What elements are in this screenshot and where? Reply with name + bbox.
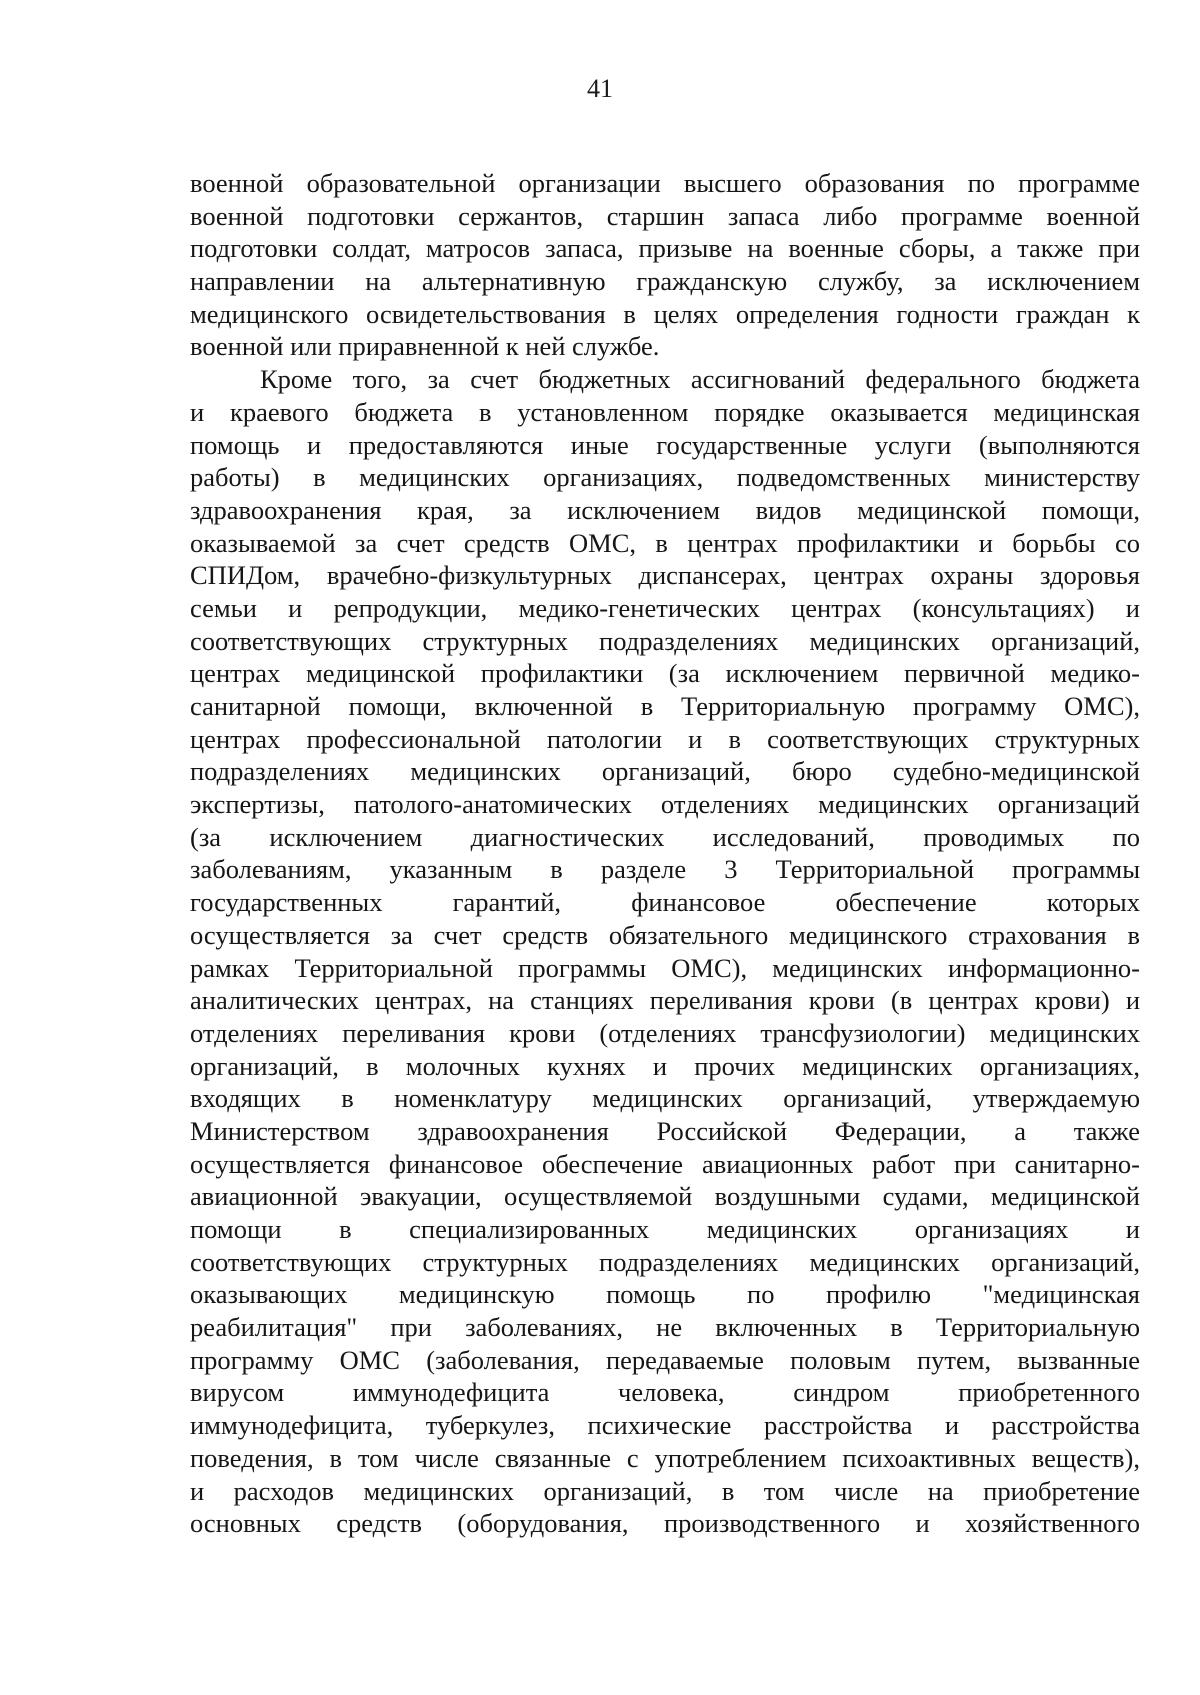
- text-line: соответствующих структурных подразделениях медицинских организаций,: [190, 625, 1140, 656]
- text-line: экспертизы, патолого-анатомических отделениях медицинских организаций: [190, 789, 1140, 820]
- document-body: [190, 167, 1140, 1540]
- text-line: осуществляется финансовое обеспечение авиационных работ при санитарно-: [190, 1148, 1140, 1179]
- text-line: соответствующих структурных подразделениях медицинских организаций,: [190, 1246, 1140, 1277]
- text-line: основных средств (оборудования, производственного и хозяйственного: [190, 1508, 1140, 1539]
- text-line: военной образовательной организации высшего образования по программе: [190, 168, 1140, 198]
- text-line: поведения, в том числе связанные с употреблением психоактивных веществ),: [190, 1442, 1140, 1473]
- text-line: оказывающих медицинскую помощь по профилю "медицинская: [190, 1279, 1140, 1310]
- text-line: здравоохранения края, за исключением видов медицинской помощи,: [190, 494, 1140, 525]
- text-line: работы) в медицинских организациях, подведомственных министерству: [190, 462, 1140, 493]
- text-line: отделениях переливания крови (отделениях трансфузиологии) медицинских: [190, 1017, 1140, 1048]
- text-line: санитарной помощи, включенной в Территориальную программу ОМС),: [190, 691, 1140, 721]
- text-line: подразделениях медицинских организаций, бюро судебно-медицинской: [190, 756, 1140, 787]
- text-line: осуществляется за счет средств обязательного медицинского страхования в: [190, 919, 1140, 950]
- text-line: центрах медицинской профилактики (за исключением первичной медико-: [190, 658, 1140, 689]
- text-line: входящих в номенклатуру медицинских организаций, утверждаемую: [190, 1083, 1140, 1114]
- text-line: военной или приравненной к ней службе.: [190, 331, 660, 362]
- text-line: семьи и репродукции, медико-генетических центрах (консультациях) и: [190, 592, 1140, 623]
- paragraph-p1: [190, 167, 1140, 363]
- text-line: и краевого бюджета в установленном порядке оказывается медицинская: [190, 396, 1140, 427]
- text-line: программу ОМС (заболевания, передаваемые половым путем, вызванные: [190, 1344, 1140, 1375]
- text-line: помощи в специализированных медицинских организациях и: [190, 1214, 1140, 1244]
- text-line: реабилитация" при заболеваниях, не включенных в Территориальную: [190, 1312, 1140, 1343]
- text-line: СПИДом, врачебно-физкультурных диспансерах, центрах охраны здоровья: [190, 560, 1140, 591]
- text-line: заболеваниям, указанным в разделе 3 Территориальной программы: [190, 854, 1140, 885]
- text-line: оказываемой за счет средств ОМС, в центрах профилактики и борьбы со: [190, 527, 1140, 558]
- text-line: подготовки солдат, матросов запаса, призыве на военные сборы, а также при: [190, 233, 1140, 264]
- paragraph-p2: [190, 363, 1140, 1540]
- text-line: вирусом иммунодефицита человека, синдром приобретенного: [190, 1377, 1140, 1408]
- text-line: организаций, в молочных кухнях и прочих медицинских организациях,: [190, 1050, 1140, 1081]
- text-line: (за исключением диагностических исследований, проводимых по: [190, 821, 1140, 852]
- text-line: рамках Территориальной программы ОМС), медицинских информационно-: [190, 952, 1140, 983]
- text-line: помощь и предоставляются иные государственные услуги (выполняются: [190, 429, 1140, 460]
- text-line: авиационной эвакуации, осуществляемой воздушными судами, медицинской: [190, 1181, 1140, 1212]
- text-line: военной подготовки сержантов, старшин запаса либо программе военной: [190, 200, 1140, 231]
- text-line: Кроме того, за счет бюджетных ассигнований федерального бюджета: [260, 364, 1140, 395]
- text-line: аналитических центрах, на станциях переливания крови (в центрах крови) и: [190, 985, 1140, 1016]
- text-line: центрах профессиональной патологии и в соответствующих структурных: [190, 723, 1140, 754]
- page-number: 41: [587, 74, 613, 103]
- text-line: иммунодефицита, туберкулез, психические расстройства и расстройства: [190, 1410, 1140, 1441]
- text-line: направлении на альтернативную гражданскую службу, за исключением: [190, 266, 1140, 297]
- text-line: государственных гарантий, финансовое обеспечение которых: [190, 887, 1140, 918]
- text-line: Министерством здравоохранения Российской Федерации, а также: [190, 1115, 1140, 1146]
- text-line: медицинского освидетельствования в целях определения годности граждан к: [190, 298, 1140, 329]
- text-line: и расходов медицинских организаций, в том числе на приобретение: [190, 1475, 1140, 1506]
